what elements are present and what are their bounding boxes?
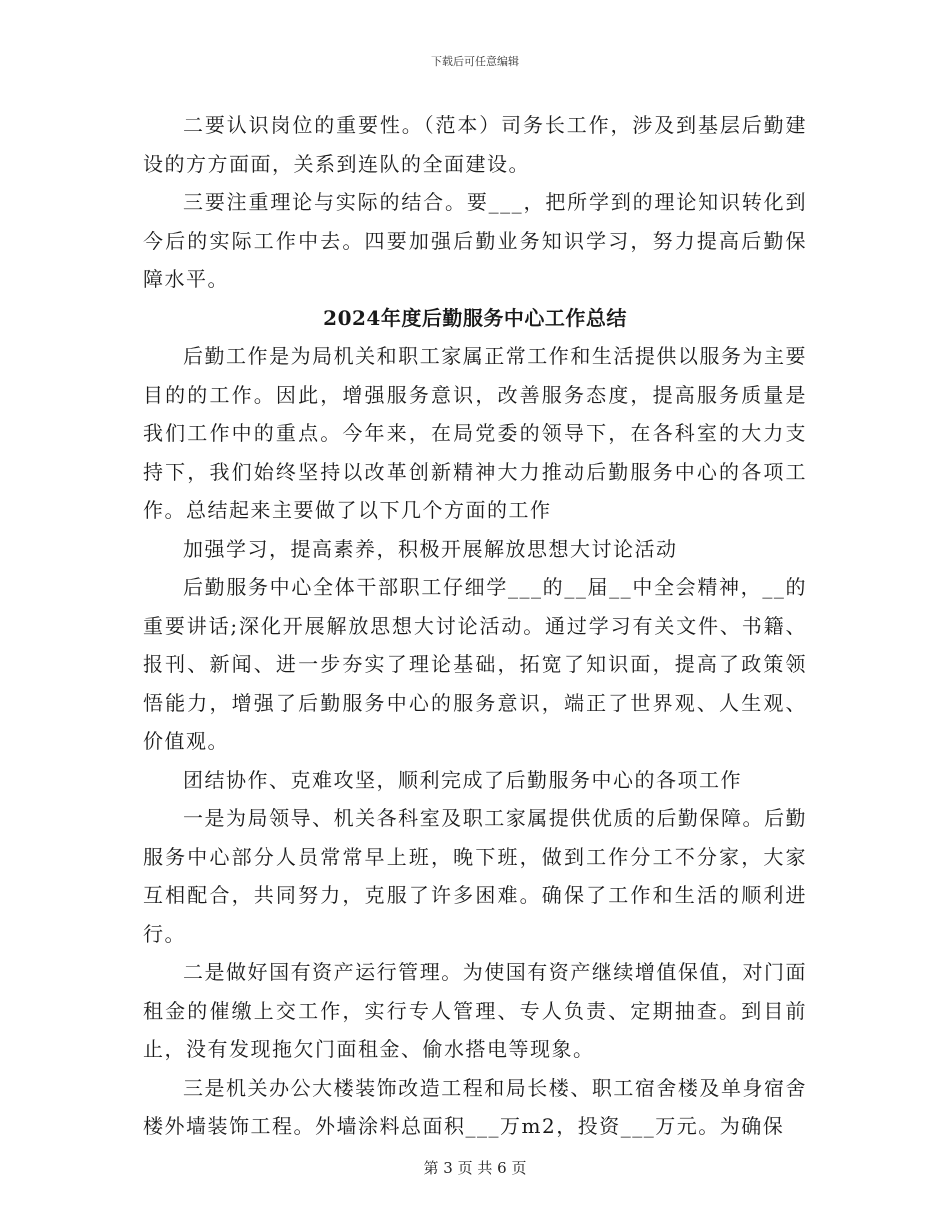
paragraph: 三是机关办公大楼装饰改造工程和局长楼、职工宿舍楼及单身宿舍楼外墙装饰工程。外墙涂料总面积___万m2，投资___万元。为确保 [143,1075,807,1138]
paragraph: 后勤工作是为局机关和职工家属正常工作和生活提供以服务为主要目的的工作。因此，增强服务意识，改善服务态度，提高服务质量是我们工作中的重点。今年来，在局党委的领导下，在各科室的大力支持下，我们始终坚持以改革创新精神大力推动后勤服务中心的各项工作。总结起来主要做了以下几个方面的工作 [143,344,807,522]
section-title: 2024年度后勤服务中心工作总结 [323,305,627,330]
subheading: 加强学习，提高素养，积极开展解放思想大讨论活动 [183,536,678,561]
document-body [143,106,807,1146]
paragraph: 二是做好国有资产运行管理。为使国有资产继续增值保值，对门面租金的催缴上交工作，实行专人管理、专人负责、定期抽查。到目前止，没有发现拖欠门面租金、偷水搭电等现象。 [143,960,807,1061]
paragraph: 一是为局领导、机关各科室及职工家属提供优质的后勤保障。后勤服务中心部分人员常常早上班，晚下班，做到工作分工不分家，大家互相配合，共同努力，克服了许多困难。确保了工作和生活的顺利进行。 [143,806,807,946]
page-number: 第 3 页 共 6 页 [423,1159,527,1177]
header-note: 下载后可任意编辑 [431,55,519,68]
paragraph: 三要注重理论与实际的结合。要___，把所学到的理论知识转化到今后的实际工作中去。四要加强后勤业务知识学习，努力提高后勤保障水平。 [143,190,807,291]
subheading: 团结协作、克难攻坚，顺利完成了后勤服务中心的各项工作 [183,767,742,792]
paragraph: 二要认识岗位的重要性。（范本）司务长工作，涉及到基层后勤建设的方方面面，关系到连队的全面建设。 [143,113,807,176]
paragraph: 后勤服务中心全体干部职工仔细学___的__届__中全会精神，__的重要讲话;深化开展解放思想大讨论活动。通过学习有关文件、书籍、报刊、新闻、进一步夯实了理论基础，拓宽了知识面，提高了政策领悟能力，增强了后勤服务中心的服务意识，端正了世界观、人生观、价值观。 [143,575,807,753]
